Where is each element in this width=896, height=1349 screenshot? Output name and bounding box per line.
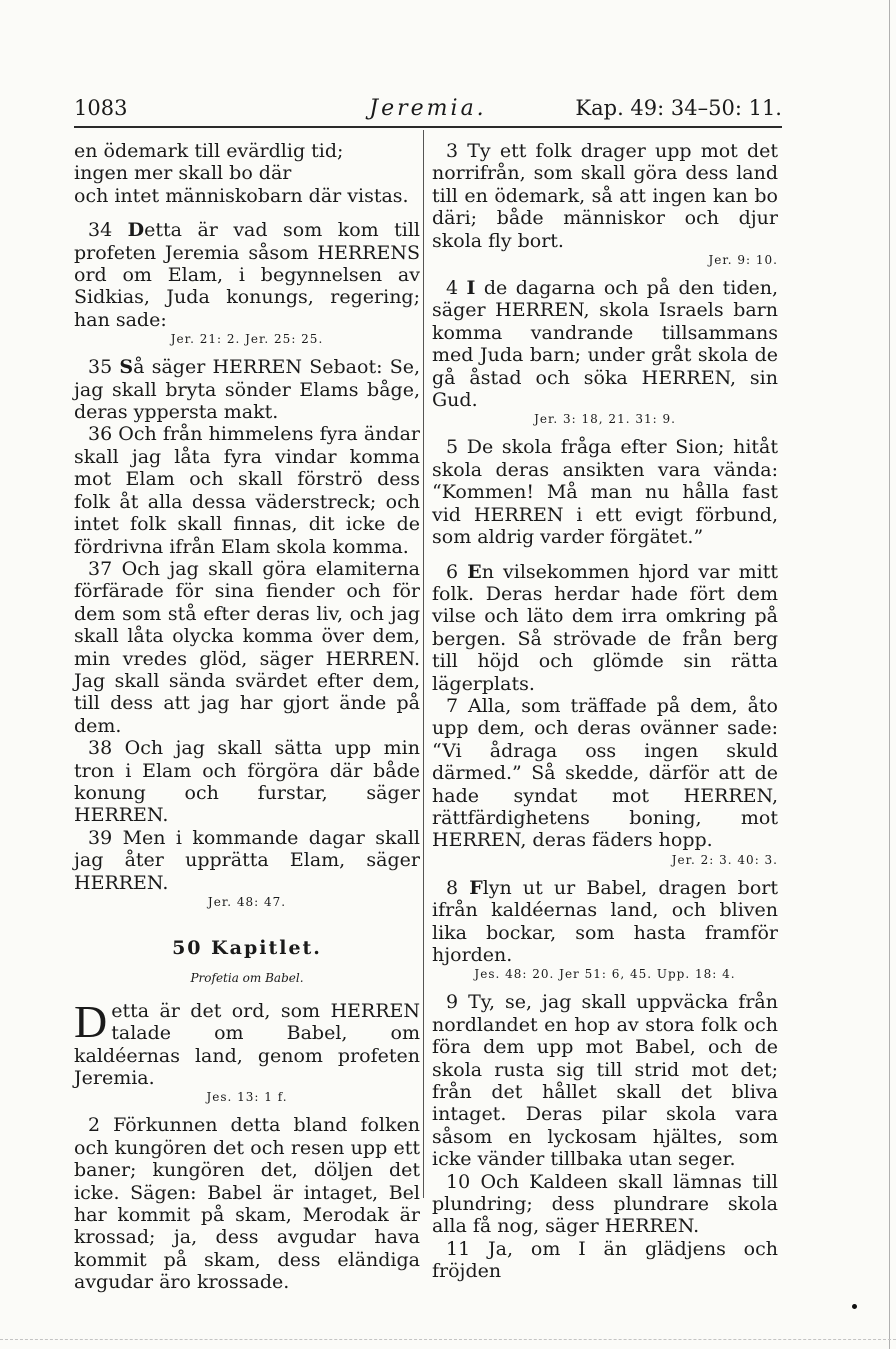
verse-39: 39 Men i kommande dagar skall jag åter upprätta Elam, säger HERREN. (74, 826, 420, 894)
left-column (74, 140, 420, 1294)
verse-initial: F (469, 876, 483, 899)
verse-36: 36 Och från himmelens fyra ändar skall jag låta fyra vindar komma mot Elam och skall förströ dess folk åt alla dessa väderstreck; och intet folk skall finnas, dit icke de fördrivna ifrån Elam skola komma. (74, 423, 420, 558)
verse-34 (74, 219, 420, 331)
verse-text: de dagarna och på den tiden, säger HERREN, skola Israels barn komma vandrande tillsammans med Juda barn; under gråt skola de gå åstad och söka HERREN, sin Gud. (432, 277, 778, 412)
verse-number: 34 (88, 219, 113, 242)
verse-number: 4 (446, 277, 459, 300)
verse-4 (432, 277, 778, 411)
verse-1 (74, 995, 420, 1090)
cross-reference: Jer. 3: 18, 21. 31: 9. (534, 412, 676, 427)
verse-initial: S (119, 356, 134, 379)
verse-initial: D (127, 219, 145, 242)
cross-reference: Jer. 21: 2. Jer. 25: 25. (170, 332, 324, 347)
verse-text: n vilsekommen hjord var mitt folk. Deras herdar hade fört dem vilse och läto dem irra omkring på bergen. Så strövade de från berg till höjd och glömde sin rätta lägerplats. (432, 560, 778, 695)
verse-text: å säger HERREN Sebaot: Se, jag skall bryta sönder Elams båge, deras yppersta makt. (74, 356, 421, 424)
column-divider (423, 130, 424, 1198)
verse-3: 3 Ty ett folk drager upp mot det norrifrån, som skall göra dess land till en ödemark, så att ingen kan bo däri; både människor och djur skola fly bort. (432, 140, 778, 252)
ink-speck (852, 1304, 857, 1309)
verse-initial: E (467, 560, 482, 583)
verse-number: 35 (88, 356, 113, 379)
verse-text: etta är vad som kom till profeten Jeremia såsom HERRENS ord om Elam, i begynnelsen av Sidkias, Juda konungs, regering; han sade: (74, 219, 420, 331)
page-number: 1083 (74, 96, 128, 120)
verse-initial: I (466, 277, 476, 300)
page-header (74, 92, 782, 128)
verse-10: 10 Och Kaldeen skall lämnas till plundring; dess plundrare skola alla få nog, säger HERREN. (432, 1170, 778, 1238)
page-edge-right (889, 0, 890, 1349)
verse-37: 37 Och jag skall göra elamiterna förfärade för sina fiender och för dem som stå efter deras liv, och jag skall låta olycka komma över dem, min vredes glöd, säger HERREN. Jag skall sända svärdet efter dem, till dess att jag har gjort ände på dem. (74, 557, 420, 737)
verse-35 (74, 356, 420, 423)
cross-reference: Jes. 13: 1 f. (206, 1090, 288, 1105)
verse-number: 6 (446, 560, 459, 583)
chapter-heading: 50 Kapitlet. (172, 937, 322, 959)
verse-38: 38 Och jag skall sätta upp min tron i Elam och förgöra där både konung och furstar, säger HERREN. (74, 737, 420, 827)
chapter-reference: Kap. 49: 34–50: 11. (575, 96, 782, 120)
verse-text: lyn ut ur Babel, dragen bort ifrån kaldéernas land, och bliven lika bockar, som hasta framför hjorden. (432, 876, 778, 966)
drop-cap: D (74, 995, 108, 1047)
book-title: Jeremia. (369, 96, 487, 121)
verse-9: 9 Ty, se, jag skall uppväcka från nordlandet en hop av stora folk och föra dem upp mot Babel, och de skola rusta sig till strid mot det; från det hållet skall det bliva intaget. Deras pilar skola vara såsom en lyckosam hjältes, som icke vänder tillbaka utan seger. (432, 991, 778, 1171)
verse-6 (432, 561, 778, 695)
cross-reference: Jer. 2: 3. 40: 3. (671, 852, 778, 867)
verse-text: etta är det ord, som HERREN talade om Babel, om kaldéernas land, genom profeten Jeremia. (74, 999, 420, 1090)
poem-line: ingen mer skall bo där (74, 162, 292, 185)
page-edge-bottom (0, 1339, 896, 1341)
cross-reference: Jes. 48: 20. Jer 51: 6, 45. Upp. 18: 4. (474, 967, 736, 982)
cross-reference: Jer. 9: 10. (708, 253, 778, 268)
poem-line: en ödemark till evärdlig tid; (74, 140, 344, 162)
cross-reference: Jer. 48: 47. (207, 895, 287, 909)
poem-line: och intet människobarn där vistas. (74, 184, 409, 207)
header-rule (74, 126, 782, 128)
verse-number: 8 (446, 876, 459, 899)
right-column (432, 140, 778, 1283)
verse-11: 11 Ja, om I än glädjens och fröjden (432, 1237, 778, 1283)
verse-7: 7 Alla, som träffade på dem, åto upp dem, och deras ovänner sade: “Vi ådraga oss ingen skuld därmed.” Så skedde, därför att de hade syndat mot HERREN, rättfärdighetens boning, mot HERREN, deras fäders hopp. (432, 694, 778, 852)
verse-8 (432, 877, 778, 967)
chapter-subtitle: Profetia om Babel. (190, 971, 304, 986)
verse-5: 5 De skola fråga efter Sion; hitåt skola deras ansikten vara vända: “Kommen! Må man nu hålla fast vid HERREN i ett evigt förbund, som aldrig varder förgätet.” (432, 436, 778, 549)
verse-2: 2 Förkunnen detta bland folken och kungören det och resen upp ett baner; kungören det, döljen det icke. Sägen: Babel är intaget, Bel har kommit på skam, Merodak är krossad; ja, dess avgudar hava kommit på skam, dess eländiga avgudar äro krossade. (74, 1114, 420, 1294)
